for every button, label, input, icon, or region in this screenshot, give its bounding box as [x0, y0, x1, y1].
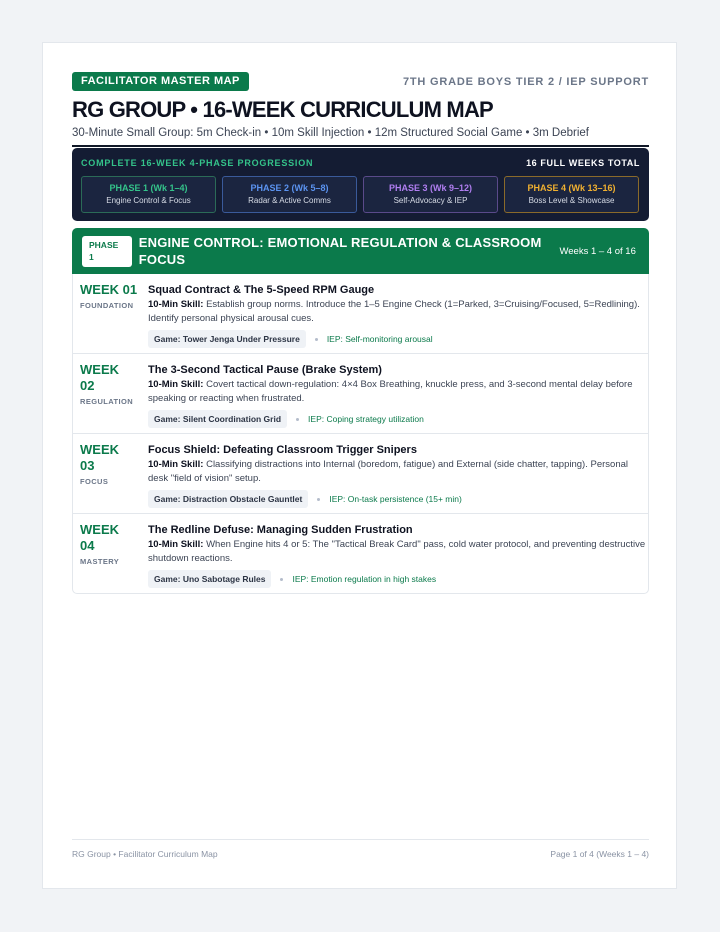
phase-subtitle: Radar & Active Comms [248, 196, 331, 205]
week-label [80, 442, 148, 513]
iep-goal: IEP: On-task persistence (15+ min) [329, 494, 462, 504]
progression-title: COMPLETE 16-WEEK 4-PHASE PROGRESSION [81, 158, 314, 168]
page-subtitle: 30-Minute Small Group: 5m Check-in • 10m Skill Injection • 12m Structured Social Game • 3m Debrief [72, 127, 590, 139]
skill-label: 10-Min Skill: [148, 299, 204, 310]
phase-badge-number: 1 [89, 251, 94, 262]
skill-label: 10-Min Skill: [148, 379, 204, 390]
header-divider [72, 145, 649, 147]
phase-name: PHASE 1 (Wk 1–4) [109, 183, 188, 193]
week-title: The Redline Defuse: Managing Sudden Frustration [148, 524, 413, 536]
phase-card-4 [504, 176, 639, 213]
phase-name: PHASE 2 (Wk 5–8) [250, 183, 329, 193]
footer-left: RG Group • Facilitator Curriculum Map [72, 849, 218, 859]
phase-subtitle: Self-Advocacy & IEP [393, 196, 468, 205]
week-tag: MASTERY [80, 557, 120, 566]
week-row [73, 354, 648, 434]
week-skill [148, 298, 648, 326]
facilitator-badge: FACILITATOR MASTER MAP [72, 72, 249, 91]
progression-total: 16 FULL WEEKS TOTAL [526, 158, 640, 168]
week-number: WEEK 03 [80, 442, 119, 473]
phase-section-header [72, 228, 649, 274]
week-body [148, 362, 648, 433]
week-label [80, 362, 148, 433]
phase-name: PHASE 4 (Wk 13–16) [527, 183, 616, 193]
week-skill [148, 538, 648, 566]
phase-list [81, 176, 640, 213]
week-footer [148, 410, 648, 428]
week-footer [148, 330, 648, 348]
game-tag: Game: Uno Sabotage Rules [148, 570, 271, 588]
week-body [148, 442, 648, 513]
iep-goal: IEP: Self-monitoring arousal [326, 334, 433, 344]
week-row [73, 434, 648, 514]
game-tag: Game: Silent Coordination Grid [148, 410, 287, 428]
phase-subtitle: Boss Level & Showcase [528, 196, 615, 205]
phase-badge-label: PHASE [89, 239, 119, 250]
week-body [148, 522, 648, 593]
week-row [73, 514, 648, 593]
phase-section-title: ENGINE CONTROL: EMOTIONAL REGULATION & CLASSROOM FOCUS [138, 235, 542, 267]
week-title: Squad Contract & The 5-Speed RPM Gauge [148, 284, 375, 296]
separator-dot [280, 578, 283, 581]
separator-dot [317, 498, 320, 501]
week-tag: FOCUS [80, 477, 109, 486]
week-label [80, 282, 148, 353]
week-number: WEEK 04 [80, 522, 119, 553]
week-tag: REGULATION [80, 397, 134, 406]
skill-text: When Engine hits 4 or 5: The "Tactical Break Card" pass, cold water protocol, and preventing destructive shutdown reactions. [148, 539, 646, 564]
page-content [72, 72, 649, 594]
phase-week-range: Weeks 1 – 4 of 16 [559, 245, 636, 257]
grade-label: 7TH GRADE BOYS TIER 2 / IEP SUPPORT [402, 75, 649, 88]
phase-badge [82, 236, 132, 267]
page-title: RG GROUP • 16-WEEK CURRICULUM MAP [72, 97, 493, 122]
skill-label: 10-Min Skill: [148, 539, 204, 550]
iep-goal: IEP: Coping strategy utilization [308, 414, 424, 424]
progression-header [81, 156, 640, 170]
separator-dot [296, 418, 299, 421]
progression-panel [72, 148, 649, 221]
phase-card-3 [363, 176, 498, 213]
week-number: WEEK 02 [80, 362, 119, 393]
week-footer [148, 490, 648, 508]
game-tag: Game: Distraction Obstacle Gauntlet [148, 490, 308, 508]
skill-label: 10-Min Skill: [148, 459, 204, 470]
week-footer [148, 570, 648, 588]
page-sheet [42, 42, 677, 889]
phase-card-2 [222, 176, 357, 213]
iep-goal: IEP: Emotion regulation in high stakes [292, 574, 437, 584]
week-skill [148, 458, 648, 486]
phase-name: PHASE 3 (Wk 9–12) [388, 183, 473, 193]
week-title: Focus Shield: Defeating Classroom Trigger Snipers [148, 444, 417, 456]
header-row [72, 72, 649, 91]
week-list [72, 274, 649, 594]
separator-dot [315, 338, 318, 341]
skill-text: Classifying distractions into Internal (boredom, fatigue) and External (side chatter, tapping). Personal desk "field of vision" setup. [148, 459, 628, 484]
week-tag: FOUNDATION [80, 301, 134, 310]
page-footer [72, 839, 649, 859]
phase-subtitle: Engine Control & Focus [106, 196, 191, 205]
week-body [148, 282, 648, 353]
skill-text: Establish group norms. Introduce the 1–5 Engine Check (1=Parked, 3=Cruising/Focused, 5=Redlining). Identify personal physical arousal cues. [148, 299, 640, 324]
phase-card-1 [81, 176, 216, 213]
game-tag: Game: Tower Jenga Under Pressure [148, 330, 306, 348]
week-row [73, 274, 648, 354]
week-label [80, 522, 148, 593]
week-number: WEEK 01 [80, 282, 138, 297]
footer-page-number: Page 1 of 4 (Weeks 1 – 4) [550, 849, 649, 859]
week-title: The 3-Second Tactical Pause (Brake System) [148, 364, 382, 376]
skill-text: Covert tactical down-regulation: 4×4 Box Breathing, knuckle press, and 3-second mental delay before speaking or reacting when frustrated. [148, 379, 633, 404]
week-skill [148, 378, 648, 406]
